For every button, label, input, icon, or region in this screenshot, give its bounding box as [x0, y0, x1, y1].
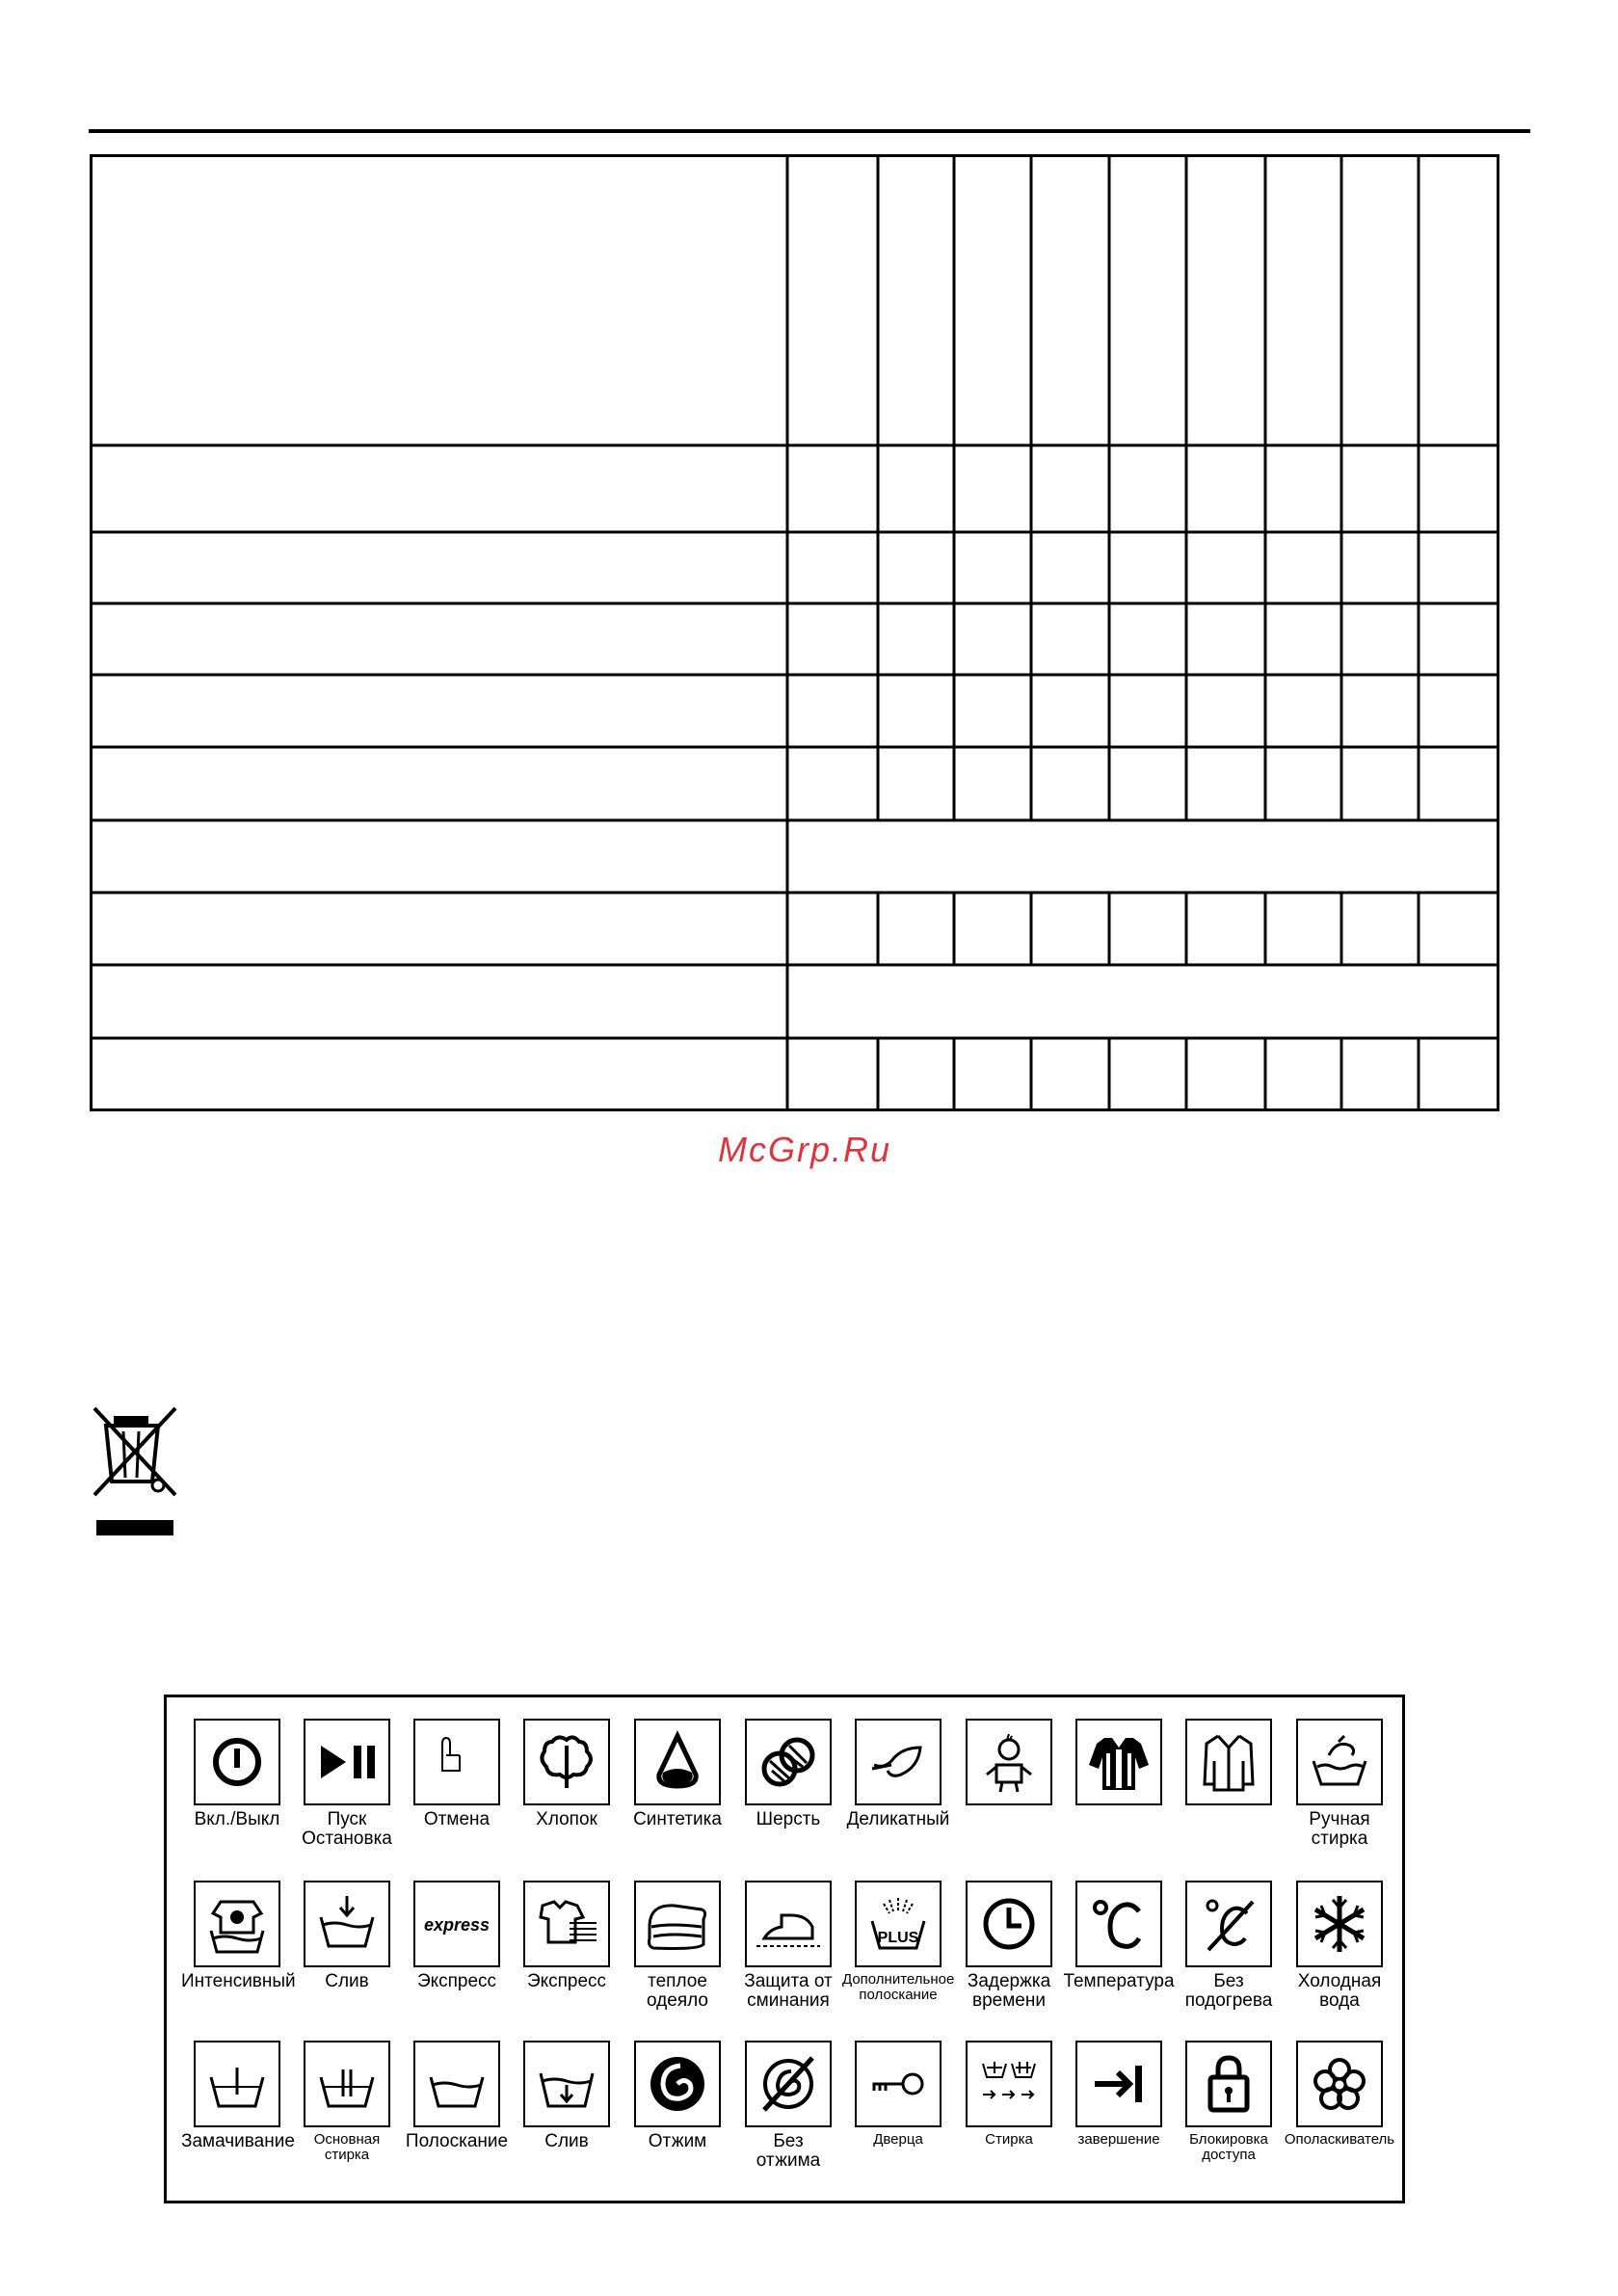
legend-symbol	[291, 2041, 403, 2163]
legend-label-line: Экспресс	[526, 1971, 607, 1991]
icon-text: PLUS	[877, 1930, 919, 1946]
rinse-icon	[413, 2041, 500, 2127]
delicate-icon	[855, 1719, 942, 1805]
spin-icon	[634, 2041, 721, 2127]
legend-label-line: Остановка	[302, 1829, 392, 1849]
legend-label-line: Температура	[1063, 1971, 1175, 1991]
legend-symbol-label	[732, 1972, 844, 2011]
legend-label-line: Дополнительное	[842, 1971, 955, 1988]
legend-symbol-label	[181, 2132, 293, 2151]
legend-symbol	[181, 1881, 296, 1991]
drain-icon	[304, 1881, 390, 1967]
symbol-legend	[164, 1695, 1405, 2203]
legend-symbol-label	[401, 2132, 513, 2151]
synthetic-icon	[634, 1719, 721, 1805]
legend-symbol-label	[401, 1810, 513, 1829]
end-icon	[1075, 2041, 1162, 2127]
legend-label-line: Шерсть	[756, 1809, 821, 1829]
legend-symbol-label	[181, 1810, 293, 1829]
legend-label-line: стирка	[1311, 1829, 1368, 1849]
legend-label-line: Интенсивный	[181, 1971, 296, 1991]
legend-label-line: доступа	[1202, 2147, 1256, 2163]
watermark: McGrp.Ru	[718, 1130, 892, 1169]
legend-symbol	[842, 2041, 954, 2148]
legend-label-line: стирка	[324, 2147, 370, 2163]
legend-symbol	[842, 1881, 954, 2003]
legend-label-line: вода	[1319, 1990, 1360, 2011]
legend-label-line: Ополаскиватель	[1284, 2131, 1395, 2148]
legend-symbol-label	[622, 2132, 733, 2151]
legend-label-line: Пуск	[327, 1809, 367, 1829]
legend-symbol-label	[1284, 1810, 1395, 1849]
legend-label-line: Холодная	[1297, 1971, 1382, 1991]
legend-label-line: Слив	[544, 2131, 589, 2151]
legend-symbol-label	[732, 1810, 844, 1829]
hand-wash-icon	[1296, 1719, 1383, 1805]
legend-symbol-label	[1284, 2132, 1395, 2148]
legend-symbol	[1173, 2041, 1285, 2163]
legend-label-line: Хлопок	[536, 1809, 597, 1829]
play-pause-icon	[304, 1719, 390, 1805]
legend-symbol	[1284, 1881, 1395, 2011]
legend-symbol-label	[842, 2132, 954, 2148]
legend-label-line: Синтетика	[633, 1809, 722, 1829]
legend-symbol	[401, 1719, 513, 1829]
top-rule	[89, 129, 1530, 133]
legend-symbol	[401, 1881, 513, 1991]
intensive-icon	[194, 1881, 280, 1967]
blouse-icon	[1185, 1719, 1272, 1805]
legend-label-line: Задержка	[967, 1971, 1051, 1991]
legend-symbol-label	[291, 1810, 403, 1849]
legend-label-line: Полоскание	[405, 2131, 509, 2151]
snowflake-icon	[1296, 1881, 1383, 1967]
legend-symbol-label	[1284, 1972, 1395, 2011]
door-key-icon	[855, 2041, 942, 2127]
legend-symbol-label	[842, 1972, 954, 2003]
iron-icon	[745, 1881, 832, 1967]
legend-symbol	[622, 1881, 733, 2011]
legend-symbol	[953, 1881, 1065, 2011]
crossed-bin-icon	[85, 1402, 187, 1537]
legend-label-line: завершение	[1077, 2131, 1160, 2148]
legend-label-line: Деликатный	[846, 1809, 950, 1829]
legend-label-line: одеяло	[647, 1990, 708, 2011]
express-shirt-icon	[523, 1881, 610, 1967]
softener-icon	[1296, 2041, 1383, 2127]
legend-symbol	[1063, 1881, 1175, 1991]
main-wash-icon	[304, 2041, 390, 2127]
legend-label-line: Дверца	[873, 2131, 923, 2148]
legend-symbol	[291, 1719, 403, 1849]
legend-label-line: Основная	[313, 2131, 381, 2148]
legend-symbol-label	[511, 1810, 623, 1829]
legend-symbol	[953, 1719, 1065, 1810]
legend-symbol-label	[291, 2132, 403, 2163]
legend-symbol-label	[842, 1810, 954, 1829]
legend-label-line: времени	[972, 1990, 1046, 2011]
icon-text: express	[423, 1915, 491, 1935]
drain-tub-icon	[523, 2041, 610, 2127]
legend-symbol	[622, 1719, 733, 1829]
legend-label-line: Ручная	[1309, 1809, 1370, 1829]
legend-symbol	[511, 2041, 623, 2151]
legend-label-line: Экспресс	[416, 1971, 497, 1991]
legend-symbol	[1063, 2041, 1175, 2148]
legend-symbol-label	[1173, 1972, 1285, 2011]
legend-symbol-label	[291, 1972, 403, 1991]
legend-symbol-label	[511, 1972, 623, 1991]
legend-symbol	[1063, 1719, 1175, 1810]
legend-label-line: Замачивание	[181, 2131, 295, 2151]
legend-symbol-label	[953, 2132, 1065, 2148]
legend-label-line: Без	[773, 2131, 804, 2151]
legend-symbol-label	[622, 1972, 733, 2011]
padlock-icon	[1185, 2041, 1272, 2127]
hand-cancel-icon	[413, 1719, 500, 1805]
legend-symbol-label	[401, 1972, 513, 1991]
temperature-icon	[1075, 1881, 1162, 1967]
legend-label-line: отжима	[756, 2150, 821, 2171]
legend-symbol	[842, 1719, 954, 1829]
legend-symbol	[732, 2041, 844, 2171]
legend-symbol-label	[1173, 2132, 1285, 2163]
plus-rinse-icon	[855, 1881, 942, 1967]
legend-symbol	[291, 1881, 403, 1991]
legend-symbol	[1284, 1719, 1395, 1849]
legend-symbol-label	[1063, 2132, 1175, 2148]
legend-symbol	[511, 1719, 623, 1829]
legend-label-line: Отжим	[648, 2131, 707, 2151]
legend-symbol	[181, 1719, 293, 1829]
legend-label-line: теплое	[648, 1971, 707, 1991]
shirt-icon	[1075, 1719, 1162, 1805]
legend-label-line: подогрева	[1184, 1990, 1273, 2011]
wash-steps-icon	[966, 2041, 1052, 2127]
baby-icon	[966, 1719, 1052, 1805]
legend-symbol	[1173, 1719, 1285, 1810]
express-text-icon	[413, 1881, 500, 1967]
no-heat-icon	[1185, 1881, 1272, 1967]
legend-label-line: Блокировка	[1189, 2131, 1268, 2148]
legend-label-line: Слив	[325, 1971, 369, 1991]
legend-label-line: Стирка	[985, 2131, 1033, 2148]
legend-symbol	[953, 2041, 1065, 2148]
legend-label-line: Вкл./Выкл	[194, 1809, 280, 1829]
legend-symbol-label	[732, 2132, 844, 2171]
cotton-icon	[523, 1719, 610, 1805]
program-table-grid	[90, 154, 1499, 1111]
legend-symbol	[1284, 2041, 1395, 2148]
legend-label-line: Без	[1213, 1971, 1244, 1991]
legend-label-line: сминания	[747, 1990, 830, 2011]
legend-symbol	[181, 2041, 293, 2151]
legend-label-line: Защита от	[744, 1971, 833, 1991]
power-icon	[194, 1719, 280, 1805]
legend-symbol	[622, 2041, 733, 2151]
table-border	[92, 156, 1499, 1110]
program-table	[90, 154, 1499, 1111]
legend-symbol-label	[511, 2132, 623, 2151]
no-spin-icon	[745, 2041, 832, 2127]
legend-symbol	[511, 1881, 623, 1991]
blanket-icon	[634, 1881, 721, 1967]
legend-symbol	[1173, 1881, 1285, 2011]
legend-label-line: полоскание	[859, 1987, 938, 2003]
legend-symbol	[732, 1881, 844, 2011]
legend-symbol-label	[953, 1972, 1065, 2011]
legend-symbol-label	[181, 1971, 296, 1991]
clock-icon	[966, 1881, 1052, 1967]
wool-icon	[745, 1719, 832, 1805]
legend-symbol	[401, 2041, 513, 2151]
legend-symbol	[732, 1719, 844, 1829]
soak-icon	[194, 2041, 280, 2127]
legend-symbol-label	[622, 1810, 733, 1829]
legend-symbol-label	[1063, 1972, 1175, 1991]
legend-label-line: Отмена	[423, 1809, 491, 1829]
